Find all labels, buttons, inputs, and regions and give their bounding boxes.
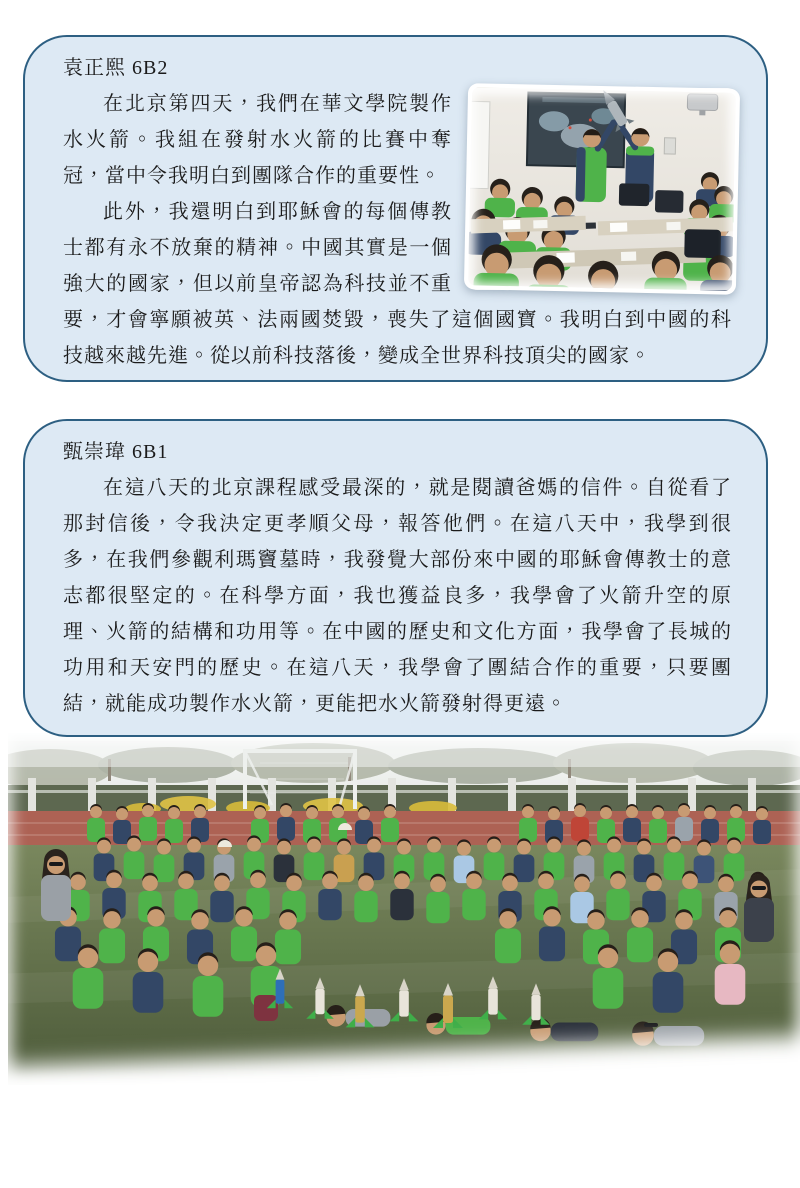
classroom-photo [466,86,738,292]
classroom-photo-illustration [468,87,736,290]
teacher-right [744,874,774,942]
reflection-text-2 [63,470,732,722]
reflection-paragraph: 此外，我還明白到耶穌會的每個傳教士都有永不放棄的精神。中國其實是一個強大的國家，但以前皇帝認為科技並不重要，才會寧願被英、法兩國焚毀，喪失了這個國寶。我明白到中國的科技越來越先進。從以前科技落後，變成全世界科技頂尖的國家。 [63,201,732,367]
reflection-paragraph: 在這八天的北京課程感受最深的，就是閱讀爸媽的信件。自從看了那封信後，令我決定更孝順父母，報答他們。在這八天中，我學到很多，在我們參觀利瑪竇墓時，我發覺大部份來中國的耶穌會傳教士的意志都很堅定的。在科學方面，我也獲益良多，我學會了火箭升空的原理、火箭的結構和功用等。在中國的歷史和文化方面，我學會了長城的功用和天安門的歷史。在這八天，我學會了團結合作的重要，只要團結，就能成功製作水火箭，更能把水火箭發射得更遠。 [63,477,732,715]
author-name-2: 甄崇瑋 6B1 [63,441,169,463]
classroom-photo-frame [464,83,740,295]
reflection-box-2 [23,419,768,737]
wall-panel [664,138,675,154]
reflection-paragraph: 在北京第四天，我們在華文學院製作水火箭。我組在發射水火箭的比賽中奪冠，當中令我明白到團隊合作的重要性。 [63,93,452,187]
reflection-text-1 [63,86,732,374]
reflection-box-1 [23,35,768,382]
group-photo [8,733,800,1085]
sunglasses [644,1023,658,1027]
author-name-1: 袁正熙 6B2 [63,57,169,79]
whiteboard [468,101,490,188]
teacher-left [41,849,71,921]
group-photo-illustration [8,733,800,1085]
